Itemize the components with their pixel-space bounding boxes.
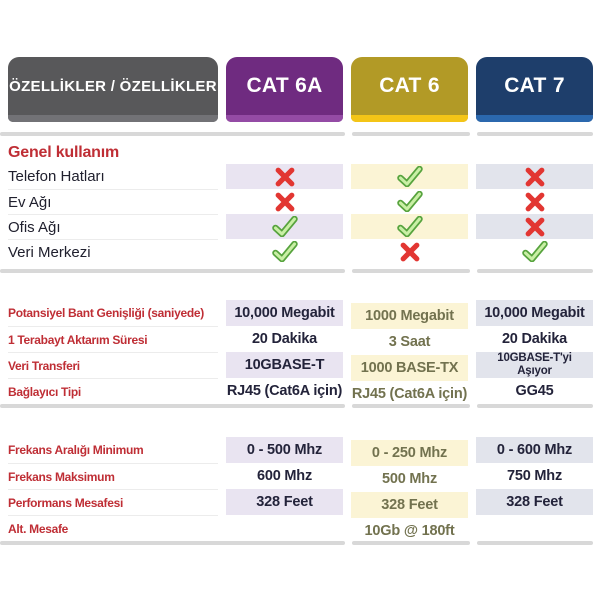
- table-row: [0, 515, 600, 541]
- cat7-cell: [476, 239, 593, 264]
- cat6-cell: [351, 239, 468, 264]
- row-label: Frekans Maksimum: [8, 463, 218, 489]
- cat7-header-label: CAT 7: [504, 74, 565, 97]
- status-icon-holder: [397, 214, 423, 239]
- cat6-cell: 1000 Megabit: [351, 303, 468, 329]
- x-icon: [525, 217, 545, 237]
- cat6-cell: [351, 164, 468, 189]
- cat7-cell: [476, 515, 593, 541]
- row-label: Veri Transferi: [8, 352, 218, 378]
- cat6-cell: 500 Mhz: [381, 471, 437, 487]
- cat7-cell: 10GBASE-T'yi Aşıyor: [476, 352, 593, 378]
- cat6a-cell: 600 Mhz: [256, 468, 312, 484]
- x-icon: [275, 167, 295, 187]
- table-row: [0, 378, 600, 404]
- cat6-cell: 0 - 250 Mhz: [351, 440, 468, 466]
- table-header: [0, 0, 600, 122]
- status-icon-holder: [275, 189, 295, 214]
- cat7-cell: 0 - 600 Mhz: [476, 437, 593, 463]
- row-label: Potansiyel Bant Genişliği (saniyede): [8, 306, 204, 320]
- status-icon-holder: [525, 164, 545, 189]
- cat6a-cell: 0 - 500 Mhz: [226, 437, 343, 463]
- cat6-cell: 10Gb @ 180ft: [364, 523, 455, 539]
- cat6a-cell: [226, 189, 343, 214]
- status-icon-holder: [522, 239, 548, 264]
- table-row: [0, 437, 600, 463]
- features-header-label: ÖZELLİKLER / ÖZELLİKLER: [9, 77, 217, 95]
- table-row: [0, 463, 600, 489]
- header-tab-cat6a: [226, 57, 343, 122]
- section-frequency: [0, 437, 600, 541]
- check-icon: [397, 191, 423, 212]
- status-icon-holder: [397, 164, 423, 189]
- cat6a-cell: [226, 239, 343, 264]
- check-icon: [397, 216, 423, 237]
- table-row: [0, 214, 600, 239]
- section-separator: [0, 269, 600, 273]
- tab-accent-strip: [476, 115, 593, 122]
- cat6a-cell: 10GBASE-T: [226, 352, 343, 378]
- status-icon-holder: [397, 189, 423, 214]
- row-label: 1 Terabayt Aktarım Süresi: [8, 326, 218, 352]
- status-icon-holder: [525, 189, 545, 214]
- cat7-cell: 10,000 Megabit: [476, 300, 593, 326]
- table-row: [0, 326, 600, 352]
- table-row: [0, 189, 600, 214]
- cat6a-cell: [226, 214, 343, 239]
- cat7-cell: [476, 164, 593, 189]
- cat6a-cell: 10,000 Megabit: [226, 300, 343, 326]
- cat6-header-label: CAT 6: [379, 74, 440, 97]
- cat6-cell: 3 Saat: [388, 334, 431, 350]
- cat6a-cell: 328 Feet: [226, 489, 343, 515]
- row-label: Ofis Ağı: [8, 214, 218, 239]
- cat6-cell: RJ45 (Cat6A için): [351, 386, 468, 402]
- row-label: Telefon Hatları: [8, 168, 105, 185]
- table-row: [0, 164, 600, 189]
- cat6a-header-label: CAT 6A: [246, 74, 323, 97]
- cat7-cell: [476, 214, 593, 239]
- cat7-cell: 750 Mhz: [506, 468, 562, 484]
- cat6a-cell: [226, 515, 343, 541]
- header-tab-cat6: [351, 57, 468, 122]
- row-label: Frekans Aralığı Minimum: [8, 443, 144, 457]
- cat6-cell: 328 Feet: [351, 492, 468, 518]
- tab-accent-strip: [226, 115, 343, 122]
- status-icon-holder: [272, 239, 298, 264]
- cat6a-cell: [226, 164, 343, 189]
- table-row: [0, 489, 600, 515]
- section-specs: [0, 300, 600, 404]
- section-title: Genel kullanım: [8, 144, 120, 161]
- row-label: Veri Merkezi: [8, 239, 218, 264]
- tab-accent-strip: [351, 115, 468, 122]
- row-label: Performans Mesafesi: [8, 489, 218, 515]
- cat6-cell: [351, 214, 468, 239]
- cat6a-cell: 20 Dakika: [251, 331, 318, 347]
- row-label: Bağlayıcı Tipi: [8, 378, 218, 404]
- check-icon: [522, 241, 548, 262]
- table-row: [0, 352, 600, 378]
- x-icon: [525, 192, 545, 212]
- cat6-cell: [351, 189, 468, 214]
- check-icon: [272, 216, 298, 237]
- table-row: [0, 239, 600, 264]
- features-header-tab: [8, 57, 218, 122]
- cat6a-cell: RJ45 (Cat6A için): [226, 383, 343, 399]
- row-label: Alt. Mesafe: [8, 515, 218, 541]
- status-icon-holder: [272, 214, 298, 239]
- section-separator: [0, 404, 600, 408]
- section-separator: [0, 541, 600, 545]
- row-label: Ev Ağı: [8, 189, 218, 214]
- x-icon: [400, 242, 420, 262]
- cat7-cell: 20 Dakika: [501, 331, 568, 347]
- check-icon: [397, 166, 423, 187]
- status-icon-holder: [400, 239, 420, 264]
- x-icon: [525, 167, 545, 187]
- status-icon-holder: [275, 164, 295, 189]
- cat7-cell: GG45: [515, 383, 554, 399]
- cat7-cell: 328 Feet: [476, 489, 593, 515]
- section-separator: [0, 132, 600, 136]
- header-tab-cat7: [476, 57, 593, 122]
- status-icon-holder: [525, 214, 545, 239]
- check-icon: [272, 241, 298, 262]
- x-icon: [275, 192, 295, 212]
- cat6-cell: 1000 BASE-TX: [351, 355, 468, 381]
- cat7-cell: [476, 189, 593, 214]
- table-row: [0, 300, 600, 326]
- tab-accent-strip: [8, 115, 218, 122]
- section-genel-kullanim: [0, 142, 600, 264]
